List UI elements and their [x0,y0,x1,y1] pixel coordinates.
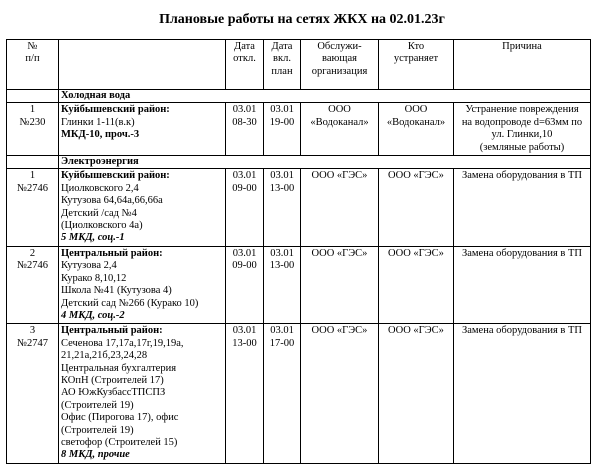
cell-line: 03.01 [270,247,294,259]
cell-date-off [226,246,264,323]
table-row [7,169,591,246]
cell-line: Причина [502,41,542,52]
cell-num [7,169,59,246]
detail-line: 21,21а,21б,23,24,28 [61,350,148,362]
section-title: Электроэнергия [59,156,591,169]
cell-date-off [226,169,264,246]
cell-org [301,103,379,156]
page-title: Плановые работы на сетях ЖКХ на 02.01.23г [159,12,445,27]
cell-line: № [27,41,38,52]
detail-line: 5 МКД, соц.-1 [61,232,125,244]
section-row [7,156,591,169]
detail-line: Кутузова 64,64а,66,66а [61,195,163,207]
cell-line: ООО «ГЭС» [388,325,444,337]
cell-details [59,246,226,323]
cell-line: ООО «ГЭС» [311,325,368,337]
cell-line: №2746 [16,182,49,194]
header-date-on [264,40,301,90]
detail-line: Курако 8,10,12 [61,272,127,284]
cell-line: 09-00 [232,260,257,272]
cell-line: №2747 [16,337,49,349]
detail-line: Кутузова 2,4 [61,260,117,272]
cell-org [301,324,379,463]
cell-fixer [379,103,454,156]
planned-works-table [6,39,591,464]
detail-line: Центральный район: [61,325,163,337]
cell-line: 1 [29,104,36,116]
detail-line: Центральная бухгалтерия [61,362,177,374]
detail-line: АО ЮжКузбассТПСПЗ [61,387,166,399]
cell-reason [454,324,591,463]
table-row [7,324,591,463]
cell-org [301,246,379,323]
cell-line: 17-00 [269,337,295,349]
header-num [7,40,59,90]
cell-line: ООО «ГЭС» [311,247,368,259]
detail-line: Куйбышевский район: [61,104,170,116]
table-row [7,103,591,156]
cell-fixer [379,169,454,246]
cell-line: ООО «ГЭС» [388,170,444,182]
cell-line: Замена оборудования в ТП [461,247,583,259]
section-row [7,90,591,103]
header-row [7,40,591,90]
cell-line: №2746 [16,260,49,272]
table-body [7,90,591,464]
cell-line: 1 [29,170,36,182]
detail-line: (Циолковского 4а) [61,220,143,232]
cell-details [59,169,226,246]
cell-line: 03.01 [270,104,294,116]
cell-date-on [264,324,301,463]
cell-line: 03.01 [270,170,294,182]
detail-line: (Строителей 19) [61,399,134,411]
detail-line: Глинки 1-11(в.к) [61,116,135,128]
detail-line: Циолковского 2,4 [61,182,139,194]
detail-line: КОпН (Строителей 17) [61,374,164,386]
header-fixer [379,40,454,90]
cell-line: организация [311,65,368,77]
header-date-off [226,40,264,90]
detail-line: светофор (Строителей 15) [61,436,178,448]
detail-line: 4 МКД, соц.-2 [61,309,125,321]
cell-line: (земляные работы) [479,141,565,153]
cell-num [7,324,59,463]
cell-date-on [264,103,301,156]
header-org [301,40,379,90]
cell-line: 08-30 [232,116,257,128]
cell-line: 13-00 [232,337,257,349]
cell-line: вкл. [273,53,291,65]
cell-line: Дата [234,41,255,52]
cell-fixer [379,246,454,323]
detail-line: МКД-10, проч.-3 [61,129,140,141]
cell-line: ООО [404,104,428,116]
cell-num [7,103,59,156]
cell-line: 03.01 [232,325,257,337]
cell-line: 13-00 [269,182,295,194]
cell-org [301,169,379,246]
cell-line: 2 [29,247,36,259]
cell-reason [454,246,591,323]
cell-line: «Водоканал» [386,116,446,128]
cell-line: 3 [29,325,36,337]
cell-date-off [226,103,264,156]
cell-line: Устранение повреждения [465,104,579,116]
cell-line: 09-00 [232,182,257,194]
header-reason [454,40,591,90]
cell-date-on [264,169,301,246]
cell-line: вающая [322,53,357,65]
cell-line: №230 [19,116,46,128]
cell-details [59,324,226,463]
detail-line: 8 МКД, прочие [61,449,130,461]
cell-date-off [226,324,264,463]
cell-line: Замена оборудования в ТП [461,325,583,337]
cell-line: 13-00 [269,260,295,272]
cell-line: 03.01 [232,247,257,259]
detail-line: Детский сад №266 (Курако 10) [61,297,199,309]
table-row [7,246,591,323]
cell-line: 03.01 [232,104,257,116]
cell-reason [454,169,591,246]
section-spacer [7,90,59,103]
cell-line: 19-00 [269,116,295,128]
detail-line: Сеченова 17,17а,17г,19,19а, [61,337,184,349]
cell-line: Замена оборудования в ТП [461,170,583,182]
cell-line: ООО «ГЭС» [388,247,444,259]
cell-line: 03.01 [232,170,257,182]
cell-line: устраняет [393,53,439,65]
cell-line: ООО «ГЭС» [311,170,368,182]
cell-line: п/п [25,53,40,65]
section-title: Холодная вода [59,90,591,103]
detail-line: Школа №41 (Кутузова 4) [61,285,172,297]
cell-line: «Водоканал» [310,116,369,128]
cell-reason [454,103,591,156]
detail-line: Центральный район: [61,247,163,259]
cell-line: ул. Глинки,10 [491,129,553,141]
cell-line: на водопроводе d=63мм по [461,116,583,128]
cell-date-on [264,246,301,323]
cell-line: откл. [233,53,256,65]
section-spacer [7,156,59,169]
detail-line: Детский /сад №4 [61,207,137,219]
cell-details [59,103,226,156]
detail-line: Куйбышевский район: [61,170,170,182]
cell-fixer [379,324,454,463]
cell-line: 03.01 [270,325,294,337]
cell-line: ООО [328,104,351,116]
header-details [59,40,226,90]
cell-line: Дата [271,41,293,52]
detail-line: Офис (Пирогова 17), офис [61,412,179,424]
cell-line: Обслужи- [317,41,362,52]
cell-line: Кто [407,41,425,52]
cell-num [7,246,59,323]
detail-line: (Строителей 19) [61,424,134,436]
cell-line: план [271,65,293,77]
